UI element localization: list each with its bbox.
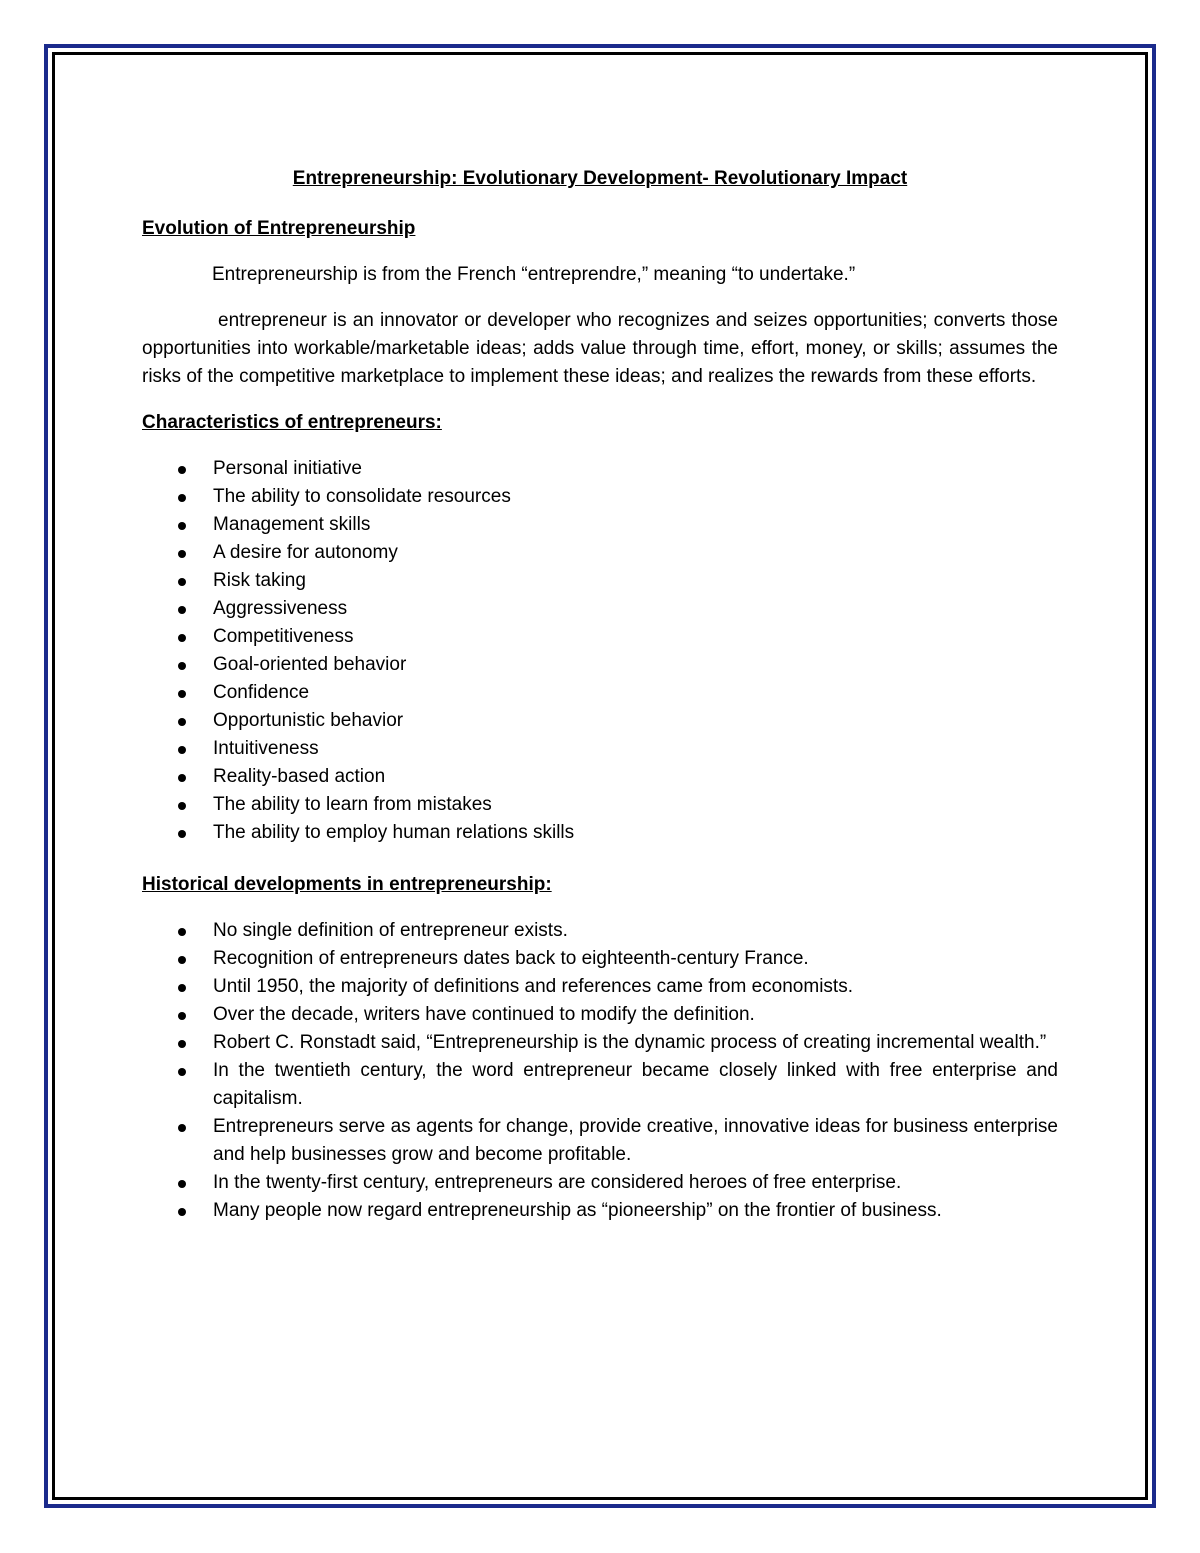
history-heading: Historical developments in entrepreneurship: bbox=[142, 874, 552, 895]
characteristic-item bbox=[142, 595, 1058, 623]
characteristic-item bbox=[142, 791, 1058, 819]
history-item bbox=[142, 945, 1058, 973]
characteristic-item bbox=[142, 511, 1058, 539]
history-list bbox=[142, 917, 1058, 1225]
bullet-icon bbox=[178, 522, 186, 530]
bullet-icon bbox=[178, 774, 186, 782]
list-item-text: Until 1950, the majority of definitions and references came from economists. bbox=[213, 976, 853, 997]
characteristic-item bbox=[142, 763, 1058, 791]
bullet-icon bbox=[178, 928, 186, 936]
list-item-text: Entrepreneurs serve as agents for change, provide creative, innovative ideas for business enterprise and help businesses grow and become profitable. bbox=[213, 1116, 1058, 1165]
bullet-icon bbox=[178, 634, 186, 642]
bullet-icon bbox=[178, 466, 186, 474]
bullet-icon bbox=[178, 1180, 186, 1188]
history-item bbox=[142, 1001, 1058, 1029]
bullet-icon bbox=[178, 984, 186, 992]
characteristic-item bbox=[142, 707, 1058, 735]
list-item-text: Management skills bbox=[213, 514, 371, 535]
list-item-text: Competitiveness bbox=[213, 626, 354, 647]
list-item-text: The ability to consolidate resources bbox=[213, 486, 511, 507]
list-item-text: A desire for autonomy bbox=[213, 542, 398, 563]
history-item bbox=[142, 1029, 1058, 1057]
bullet-icon bbox=[178, 550, 186, 558]
definition-paragraph: entrepreneur is an innovator or developer who recognizes and seizes opportunities; converts those opportunities into workable/marketable ideas; adds value through time, effort, money, or skills; assumes the risks of the competitive marketplace to implement these ideas; and realizes the rewards from these efforts. bbox=[142, 310, 1058, 387]
document-body bbox=[142, 165, 1058, 1245]
list-item-text: Intuitiveness bbox=[213, 738, 319, 759]
list-item-text: Goal-oriented behavior bbox=[213, 654, 407, 675]
history-item bbox=[142, 1197, 1058, 1225]
list-item-text: The ability to learn from mistakes bbox=[213, 794, 492, 815]
bullet-icon bbox=[178, 662, 186, 670]
bullet-icon bbox=[178, 1208, 186, 1216]
bullet-icon bbox=[178, 1124, 186, 1132]
history-item bbox=[142, 1113, 1058, 1169]
evolution-heading: Evolution of Entrepreneurship bbox=[142, 218, 416, 239]
bullet-icon bbox=[178, 956, 186, 964]
characteristic-item bbox=[142, 539, 1058, 567]
list-item-text: Confidence bbox=[213, 682, 310, 703]
history-item bbox=[142, 1169, 1058, 1197]
bullet-icon bbox=[178, 494, 186, 502]
list-item-text: Opportunistic behavior bbox=[213, 710, 404, 731]
characteristic-item bbox=[142, 679, 1058, 707]
bullet-icon bbox=[178, 1068, 186, 1076]
list-item-text: Recognition of entrepreneurs dates back to eighteenth-century France. bbox=[213, 948, 809, 969]
list-item-text: Risk taking bbox=[213, 570, 306, 591]
bullet-icon bbox=[178, 746, 186, 754]
history-item bbox=[142, 1057, 1058, 1113]
bullet-icon bbox=[178, 718, 186, 726]
list-item-text: Reality-based action bbox=[213, 766, 386, 787]
history-item bbox=[142, 973, 1058, 1001]
document-title: Entrepreneurship: Evolutionary Development- Revolutionary Impact bbox=[292, 168, 908, 189]
list-item-text: Robert C. Ronstadt said, “Entrepreneurship is the dynamic process of creating incremental wealth.” bbox=[213, 1032, 1047, 1053]
list-item-text: Over the decade, writers have continued to modify the definition. bbox=[213, 1004, 755, 1025]
list-item-text: In the twentieth century, the word entrepreneur became closely linked with free enterprise and capitalism. bbox=[213, 1060, 1058, 1109]
characteristic-item bbox=[142, 819, 1058, 847]
characteristic-item bbox=[142, 623, 1058, 651]
bullet-icon bbox=[178, 802, 186, 810]
list-item-text: The ability to employ human relations skills bbox=[213, 822, 575, 843]
characteristic-item bbox=[142, 567, 1058, 595]
history-item bbox=[142, 917, 1058, 945]
characteristic-item bbox=[142, 455, 1058, 483]
characteristics-list bbox=[142, 455, 1058, 847]
bullet-icon bbox=[178, 1040, 186, 1048]
characteristic-item bbox=[142, 735, 1058, 763]
bullet-icon bbox=[178, 690, 186, 698]
list-item-text: Many people now regard entrepreneurship as “pioneership” on the frontier of business. bbox=[213, 1200, 942, 1221]
bullet-icon bbox=[178, 1012, 186, 1020]
characteristics-heading: Characteristics of entrepreneurs: bbox=[142, 412, 442, 433]
list-item-text: In the twenty-first century, entrepreneurs are considered heroes of free enterprise. bbox=[213, 1172, 902, 1193]
list-item-text: Personal initiative bbox=[213, 458, 362, 479]
etymology-paragraph: Entrepreneurship is from the French “entreprendre,” meaning “to undertake.” bbox=[212, 264, 856, 285]
bullet-icon bbox=[178, 606, 186, 614]
list-item-text: Aggressiveness bbox=[213, 598, 348, 619]
bullet-icon bbox=[178, 830, 186, 838]
characteristic-item bbox=[142, 483, 1058, 511]
characteristic-item bbox=[142, 651, 1058, 679]
bullet-icon bbox=[178, 578, 186, 586]
list-item-text: No single definition of entrepreneur exists. bbox=[213, 920, 568, 941]
